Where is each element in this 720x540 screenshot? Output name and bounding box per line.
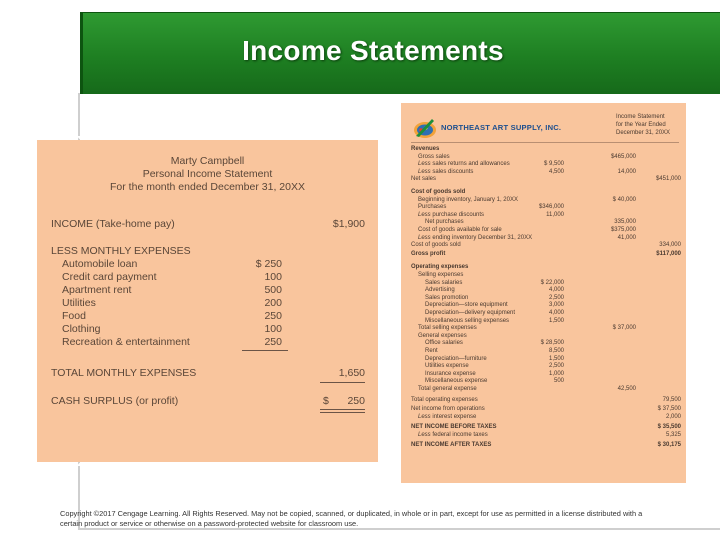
expense-value: 200 bbox=[264, 297, 282, 309]
company-row-amount: $ 9,500 bbox=[543, 161, 564, 168]
company-row-label: Beginning inventory, January 1, 20XX bbox=[418, 196, 518, 203]
company-row-label: Total operating expenses bbox=[411, 396, 478, 403]
income-label: INCOME (Take-home pay) bbox=[51, 218, 175, 230]
company-row-label: Gross profit bbox=[411, 250, 446, 257]
expense-value: 500 bbox=[264, 284, 282, 296]
company-row-label: Sales salaries bbox=[425, 279, 463, 286]
company-row-amount: 2,500 bbox=[548, 363, 564, 370]
company-row-amount: $451,000 bbox=[655, 176, 681, 183]
expense-label: Apartment rent bbox=[62, 284, 132, 296]
company-row-label: NET INCOME AFTER TAXES bbox=[411, 441, 492, 448]
company-header-line: December 31, 20XX bbox=[616, 130, 671, 136]
company-row-amount: $ 28,500 bbox=[540, 340, 564, 347]
company-row-label: Total selling expenses bbox=[418, 325, 477, 332]
company-row-amount: 41,000 bbox=[617, 234, 636, 241]
company-row-label: Net income from operations bbox=[411, 406, 485, 413]
company-income-statement bbox=[401, 103, 686, 483]
company-row-amount: $ 37,000 bbox=[612, 325, 636, 332]
company-row-amount: 42,500 bbox=[617, 386, 636, 392]
cash-surplus-dollar: $ bbox=[323, 395, 329, 407]
company-header-line: Income Statement bbox=[616, 114, 665, 120]
less-prefix: Less bbox=[418, 432, 431, 438]
company-header-line: for the Year Ended bbox=[616, 122, 666, 128]
less-prefix: Less bbox=[418, 234, 431, 241]
company-row-amount: $ 40,000 bbox=[612, 196, 636, 203]
company-row-label: Advertising bbox=[425, 287, 455, 294]
company-row-label: Revenues bbox=[411, 146, 440, 152]
copyright-notice: Copyright ©2017 Cengage Learning. All Rights Reserved. May not be copied, scanned, or duplicated, in whole or in part, except for use as permitted in a license distributed with a certain product or service or otherwise on a password-protected website for classroom use. bbox=[60, 509, 643, 528]
company-row-label: Utilities expense bbox=[425, 363, 469, 370]
cash-surplus-label: CASH SURPLUS (or profit) bbox=[51, 395, 179, 407]
company-row-amount: 5,325 bbox=[665, 432, 681, 438]
company-row-amount: 8,500 bbox=[548, 348, 564, 354]
company-row-amount: $465,000 bbox=[610, 153, 636, 160]
expense-label: Credit card payment bbox=[62, 271, 157, 283]
company-row-amount: 334,000 bbox=[659, 242, 681, 249]
company-row-label: Net sales bbox=[411, 176, 437, 183]
company-row-label: Gross sales bbox=[418, 153, 450, 160]
company-row-amount: $ 37,500 bbox=[657, 406, 681, 413]
company-row-label: Selling expenses bbox=[418, 272, 464, 278]
company-row-label: Less sales discounts bbox=[418, 168, 474, 175]
company-row-label: Less sales returns and allowances bbox=[418, 161, 510, 168]
slide-title: Income Statements bbox=[242, 35, 504, 66]
expense-label: Recreation & entertainment bbox=[62, 336, 190, 348]
company-row-label: Depreciation—store equipment bbox=[425, 302, 508, 309]
company-row-amount: 500 bbox=[553, 378, 564, 385]
company-row-amount: 2,000 bbox=[665, 413, 681, 420]
company-row-label: Net purchases bbox=[425, 219, 464, 226]
company-row-amount: 1,500 bbox=[548, 317, 564, 324]
expense-label: Automobile loan bbox=[62, 258, 138, 270]
company-row-amount: 79,500 bbox=[662, 396, 681, 403]
cash-surplus-value: 250 bbox=[347, 395, 365, 407]
company-row-label: Sales promotion bbox=[425, 294, 469, 301]
expense-value: $ 250 bbox=[255, 258, 282, 270]
company-row-amount: 1,000 bbox=[548, 370, 564, 377]
company-statement-header bbox=[616, 113, 670, 137]
expense-value: 100 bbox=[264, 323, 282, 335]
company-row-label: Insurance expense bbox=[425, 370, 476, 377]
less-prefix: Less bbox=[418, 161, 431, 168]
personal-name: Marty Campbell bbox=[170, 155, 245, 167]
personal-period: For the month ended December 31, 20XX bbox=[110, 181, 305, 193]
slide-bottom-rule bbox=[78, 528, 720, 530]
total-underline bbox=[320, 382, 365, 383]
company-row-amount: 4,000 bbox=[548, 310, 564, 316]
company-row-label: Cost of goods sold bbox=[411, 242, 461, 249]
total-expenses-label: TOTAL MONTHLY EXPENSES bbox=[51, 367, 197, 379]
expense-label: Clothing bbox=[62, 323, 101, 335]
less-prefix: Less bbox=[418, 168, 431, 175]
company-row-label: Depreciation—furniture bbox=[425, 355, 487, 362]
company-row-label: General expenses bbox=[418, 332, 467, 339]
company-row-amount: 1,500 bbox=[548, 355, 564, 362]
company-row-amount: 11,000 bbox=[546, 211, 564, 218]
company-row-amount: 335,000 bbox=[614, 219, 636, 226]
company-row-amount: $ 35,500 bbox=[657, 424, 681, 431]
company-row-amount: $ 30,175 bbox=[657, 441, 681, 448]
expense-value: 100 bbox=[264, 271, 282, 283]
company-row-amount: $375,000 bbox=[610, 227, 636, 233]
total-expenses-value: 1,650 bbox=[338, 367, 365, 379]
company-row-amount: $346,000 bbox=[538, 204, 564, 211]
company-row-label: Rent bbox=[425, 348, 438, 354]
company-row-amount: 4,500 bbox=[548, 168, 564, 175]
company-row-label: Office salaries bbox=[425, 340, 463, 347]
expense-value: 250 bbox=[264, 310, 282, 322]
company-row-label: Purchases bbox=[418, 204, 447, 211]
company-name: NORTHEAST ART SUPPLY, INC. bbox=[441, 123, 562, 132]
company-row-label: Cost of goods available for sale bbox=[418, 227, 502, 233]
expense-value: 250 bbox=[264, 336, 282, 348]
company-row-label: Miscellaneous expense bbox=[425, 378, 488, 385]
company-row-amount: $ 22,000 bbox=[540, 279, 564, 286]
company-row-amount: 14,000 bbox=[617, 168, 636, 175]
company-header-rule bbox=[411, 142, 679, 143]
company-row-label: NET INCOME BEFORE TAXES bbox=[411, 424, 497, 431]
title-banner bbox=[80, 12, 720, 94]
company-row-label: Less ending inventory December 31, 20XX bbox=[418, 234, 533, 241]
slide-margin bbox=[0, 0, 80, 95]
company-row-amount: 3,000 bbox=[548, 302, 564, 309]
income-value: $1,900 bbox=[332, 218, 365, 230]
surplus-underline-2 bbox=[320, 412, 365, 413]
personal-income-statement bbox=[37, 140, 378, 462]
company-row-amount: $117,000 bbox=[656, 250, 681, 257]
expenses-heading: LESS MONTHLY EXPENSES bbox=[51, 245, 191, 257]
palette-logo-icon bbox=[413, 117, 437, 139]
less-prefix: Less bbox=[418, 413, 431, 420]
company-row-label: Miscellaneous selling expenses bbox=[425, 317, 510, 324]
company-row-label: Less interest expense bbox=[418, 413, 477, 420]
personal-statement-title: Personal Income Statement bbox=[142, 168, 273, 180]
expenses-underline bbox=[242, 350, 288, 351]
less-prefix: Less bbox=[418, 211, 431, 218]
company-row-label: Less federal income taxes bbox=[418, 432, 488, 438]
company-row-label: Total general expense bbox=[418, 386, 477, 392]
expense-label: Food bbox=[62, 310, 86, 322]
expense-label: Utilities bbox=[62, 297, 96, 309]
company-row-label: Depreciation—delivery equipment bbox=[425, 310, 516, 316]
company-row-label: Less purchase discounts bbox=[418, 211, 485, 218]
company-row-label: Cost of goods sold bbox=[411, 189, 466, 195]
surplus-underline-1 bbox=[320, 409, 365, 410]
company-row-label: Operating expenses bbox=[411, 264, 469, 271]
company-row-amount: 4,000 bbox=[548, 287, 564, 294]
company-row-amount: 2,500 bbox=[548, 294, 564, 301]
